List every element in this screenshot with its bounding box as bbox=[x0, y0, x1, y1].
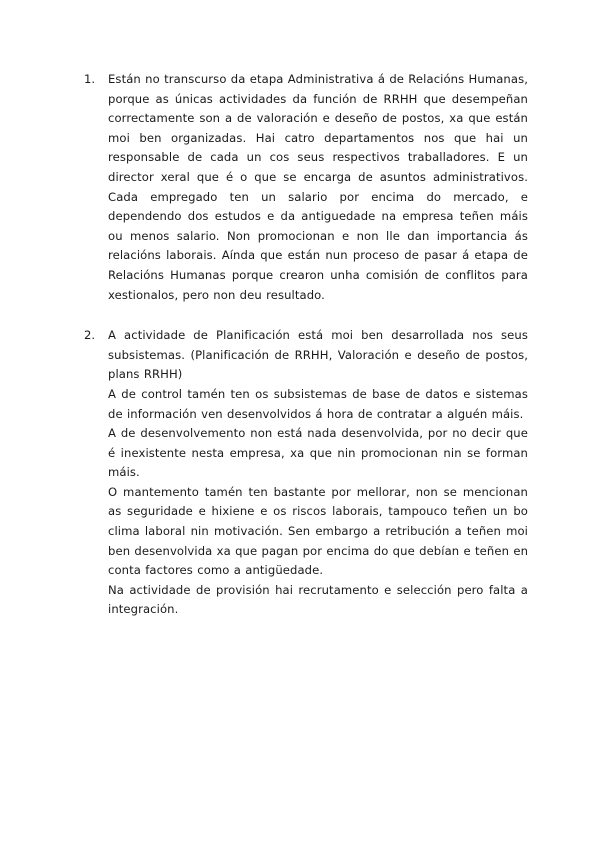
list-item-content bbox=[108, 70, 528, 305]
list-item-2 bbox=[84, 326, 528, 620]
numbered-list bbox=[84, 70, 528, 620]
paragraph-development: A de desenvolvemento non está nada desenvolvida, por no decir que é inexistente nesta empresa, xa que nin promocionan nin se forman máis. bbox=[108, 426, 528, 480]
list-item-content bbox=[108, 326, 528, 620]
paragraph: Están no transcurso da etapa Administrativa á de Relacións Humanas, porque as únicas actividades da función de RRHH que desempeñan correctamente son a de valoración e deseño de postos, xa que están moi ben organizadas. Hai catro departamentos nos que hai un responsable de cada un cos seus respectivos traballadores. E un director xeral que é o que se encarga de asuntos administrativos. Cada empregado ten un salario por encima do mercado, e dependendo dos estudos e da antiguedade na empresa teñen máis ou menos salario. Non promocionan e non lle dan importancia ás relacións laborais. Aínda que están nun proceso de pasar á etapa de Relacións Humanas porque crearon unha comisión de conflitos para xestionalos, pero non deu resultado. bbox=[108, 72, 528, 302]
paragraph-planning: A actividade de Planificación está moi ben desarrollada nos seus subsistemas. (Planificación de RRHH, Valoración e deseño de postos, plans RRHH) bbox=[108, 328, 528, 382]
paragraph-maintenance: O mantemento tamén ten bastante por mellorar, non se mencionan as seguridade e hixiene e os riscos laborais, tampouco teñen un bo clima laboral nin motivación. Sen embargo a retribución a teñen moi ben desenvolvida xa que pagan por encima do que debían e teñen en conta factores como a antigüedade. bbox=[108, 484, 529, 578]
list-item-number: 2. bbox=[84, 328, 96, 343]
paragraph-provision: Na actividade de provisión hai recrutamento e selección pero falta a integración. bbox=[108, 582, 528, 617]
list-item-1 bbox=[84, 70, 528, 305]
list-item-number: 1. bbox=[84, 72, 96, 86]
paragraph-control: A de control tamén ten os subsistemas de base de datos e sistemas de información ven desenvolvidos á hora de contratar a alguén máis. bbox=[108, 386, 528, 421]
